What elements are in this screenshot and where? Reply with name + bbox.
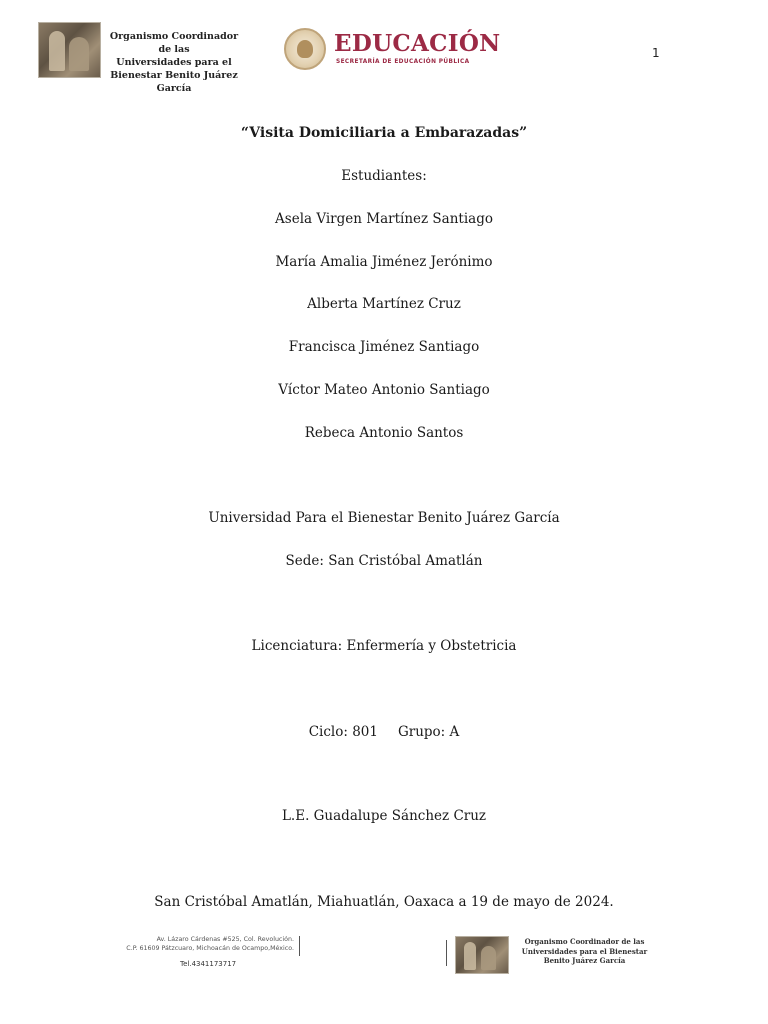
header-organization-name (104, 30, 244, 95)
student-name: Alberta Martínez Cruz (307, 296, 461, 312)
education-logo-subtitle: SECRETARÍA DE EDUCACIÓN PÚBLICA (336, 59, 470, 65)
education-logo-title: EDUCACIÓN (334, 30, 501, 57)
footer-divider (299, 936, 300, 956)
footer-address (104, 936, 294, 954)
national-seal-icon (284, 28, 326, 70)
footer-organization-logo-image (455, 936, 509, 974)
footer-divider (446, 940, 447, 966)
footer-org-line-3: Benito Juárez García (543, 956, 626, 965)
header-org-line-3: Bienestar Benito Juárez García (110, 70, 238, 94)
footer-organization-name (512, 937, 657, 966)
footer-address-line-1: Av. Lázaro Cárdenas #525, Col. Revolución. (156, 936, 294, 943)
cycle-label: Ciclo: 801 (308, 724, 378, 740)
student-name: Francisca Jiménez Santiago (288, 339, 480, 355)
university-name: Universidad Para el Bienestar Benito Juárez García (208, 510, 560, 526)
header-org-line-2: Universidades para el (116, 57, 232, 68)
footer-org-line-2: Universidades para el Bienestar (521, 946, 648, 956)
students-label: Estudiantes: (341, 168, 427, 184)
footer-phone: Tel.4341173717 (180, 960, 237, 968)
student-name: María Amalia Jiménez Jerónimo (275, 254, 493, 270)
organization-logo-image (38, 22, 101, 78)
cycle-group-line (0, 724, 768, 740)
student-name: Asela Virgen Martínez Santiago (275, 211, 493, 227)
campus-name: Sede: San Cristóbal Amatlán (285, 553, 483, 569)
footer-address-line-2: C.P. 61609 Pátzcuaro, Michoacán de Ocampo,México. (126, 944, 294, 952)
footer-org-line-1: Organismo Coordinador de las (524, 937, 645, 946)
degree-name: Licenciatura: Enfermería y Obstetricia (251, 638, 517, 654)
place-and-date: San Cristóbal Amatlán, Miahuatlán, Oaxaca a 19 de mayo de 2024. (154, 894, 614, 910)
document-title: “Visita Domiciliaria a Embarazadas” (240, 125, 528, 141)
group-label: Grupo: A (397, 724, 460, 740)
teacher-name: L.E. Guadalupe Sánchez Cruz (281, 808, 487, 824)
page-number: 1 (652, 46, 660, 60)
header-org-line-1: Organismo Coordinador de las (109, 31, 239, 55)
student-name: Rebeca Antonio Santos (304, 425, 464, 441)
student-name: Víctor Mateo Antonio Santiago (278, 382, 490, 398)
